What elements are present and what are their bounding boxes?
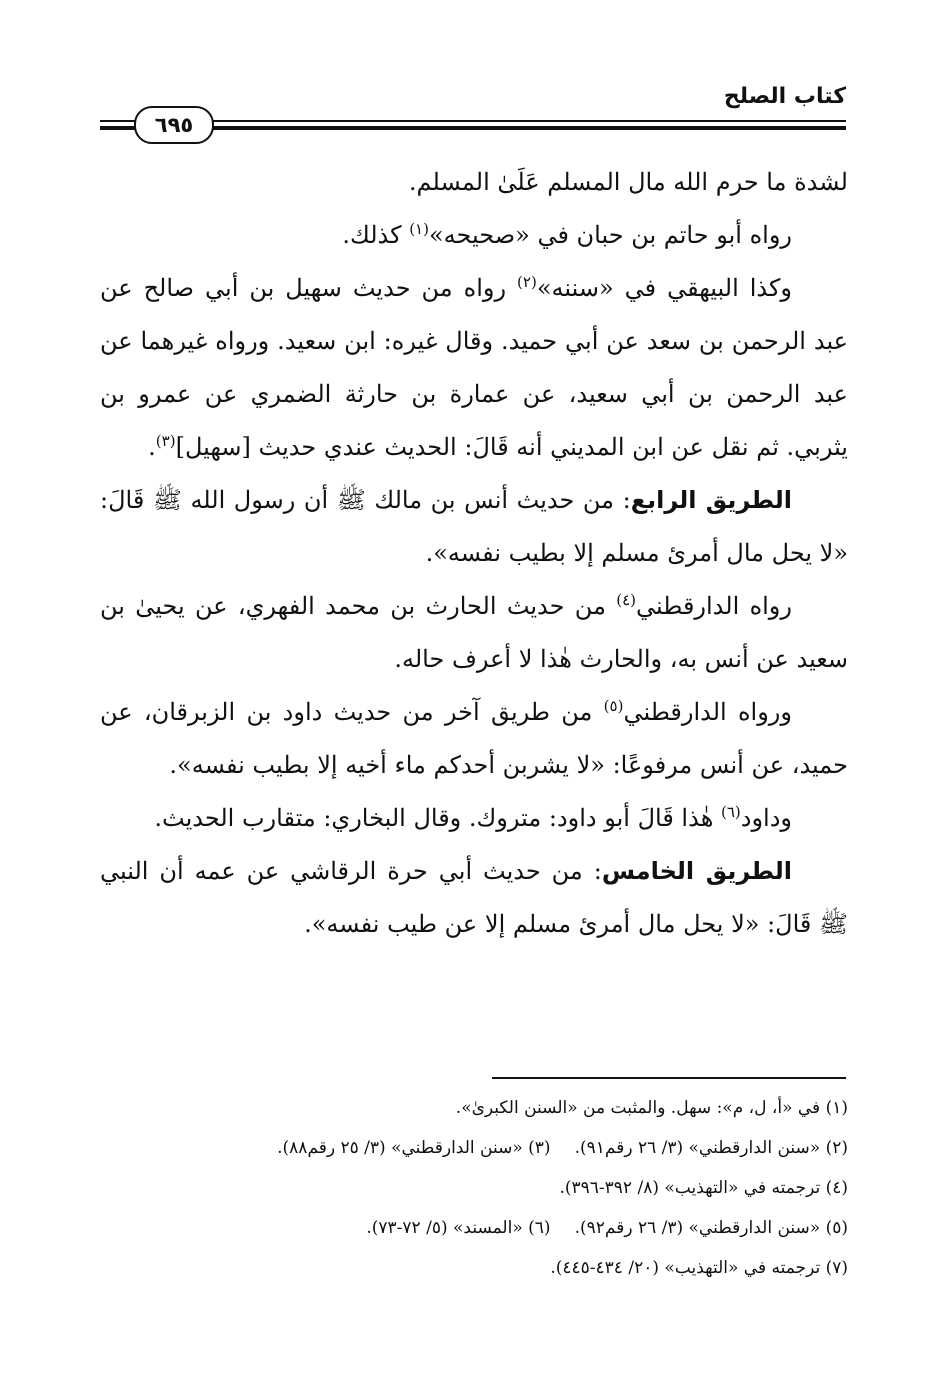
main-text [100, 156, 848, 951]
footnote-text: (٢) «سنن الدارقطني» (٣/ ٢٦ رقم٩١). [574, 1138, 848, 1158]
footnote-2-3 [100, 1128, 848, 1168]
paragraph-text: كذلك. [342, 221, 410, 249]
footnote-1 [100, 1088, 848, 1128]
paragraph-text: لشدة ما حرم الله مال المسلم عَلَىٰ المسلم. [408, 168, 848, 196]
section-heading: الطريق الرابع [630, 486, 792, 514]
paragraph-text: : من حديث أنس بن مالك ﷺ أن رسول الله ﷺ قَالَ: «لا يحل مال أمرئ مسلم إلا بطيب نفسه». [100, 486, 848, 567]
footnote-5-6 [100, 1208, 848, 1248]
footnote-text: (٦) «المسند» (٥/ ٧٢-٧٣). [366, 1218, 551, 1238]
paragraph-text: : من حديث أبي حرة الرقاشي عن عمه أن النبي ﷺ قَالَ: «لا يحل مال أمرئ مسلم إلا عن طيب نفسه». [100, 857, 848, 938]
footnote-ref: (٢) [517, 273, 537, 291]
footnote-ref: (٥) [603, 697, 624, 715]
footnote-4 [100, 1168, 848, 1208]
paragraph-text: رواه من حديث سهيل بن أبي صالح عن عبد الرحمن بن سعد عن أبي حميد. وقال غيره: ابن سعيد. ورواه غيرهما عن عبد الرحمن بن أبي سعيد، عن عمارة بن حارثة الضمري عن عمرو بن يثربي. ثم نقل عن ابن المديني أنه قَالَ: الحديث عندي حديث [سهيل] [100, 274, 848, 461]
paragraph-text: رواه الدارقطني [636, 592, 792, 620]
running-header-title: كتاب الصلح [723, 84, 846, 109]
paragraph-6 [100, 686, 848, 792]
paragraph-text: هٰذا قَالَ أبو داود: متروك. وقال البخاري: متقارب الحديث. [154, 804, 721, 832]
footnote-ref: (١) [409, 220, 429, 238]
footnote-text: (٣) «سنن الدارقطني» (٣/ ٢٥ رقم٨٨). [277, 1138, 551, 1158]
paragraph-text: من حديث الحارث بن محمد الفهري، عن يحيىٰ بن سعيد عن أنس به، والحارث هٰذا لا أعرف حاله. [100, 592, 848, 673]
paragraph-5 [100, 580, 848, 686]
paragraph-text: وكذا البيهقي في «سننه» [536, 274, 793, 302]
paragraph-text: رواه أبو حاتم بن حبان في «صحيحه» [428, 221, 792, 249]
footnote-ref: (٤) [616, 591, 637, 609]
paragraph-3 [100, 262, 848, 474]
paragraph-text: ورواه الدارقطني [623, 698, 792, 726]
paragraph-8 [100, 845, 848, 951]
paragraph-4 [100, 474, 848, 580]
footnote-text: (٤) ترجمته في «التهذيب» (٨/ ٣٩٢-٣٩٦). [559, 1178, 848, 1198]
footnote-ref: (٦) [720, 803, 741, 821]
footnote-separator [492, 1077, 846, 1079]
footnotes [100, 1088, 848, 1288]
footnote-text: (١) في «أ، ل، م»: سهل. والمثبت من «السنن الكبرىٰ». [455, 1098, 848, 1118]
paragraph-1 [100, 156, 848, 209]
paragraph-text: . [148, 433, 156, 461]
paragraph-7 [100, 792, 848, 845]
paragraph-text: من طريق آخر من حديث داود بن الزبرقان، عن حميد، عن أنس مرفوعًا: «لا يشربن أحدكم ماء أخيه إلا بطيب نفسه». [100, 698, 848, 779]
page-number: ٦٩٥ [134, 106, 214, 144]
paragraph-text: وداود [740, 804, 792, 832]
footnote-7 [100, 1248, 848, 1288]
footnote-text: (٥) «سنن الدارقطني» (٣/ ٢٦ رقم٩٢). [574, 1218, 848, 1238]
footnote-text: (٧) ترجمته في «التهذيب» (٢٠/ ٤٣٤-٤٤٥). [550, 1258, 848, 1278]
section-heading: الطريق الخامس [601, 857, 792, 885]
footnote-ref: (٣) [155, 432, 176, 450]
paragraph-2 [100, 209, 848, 262]
